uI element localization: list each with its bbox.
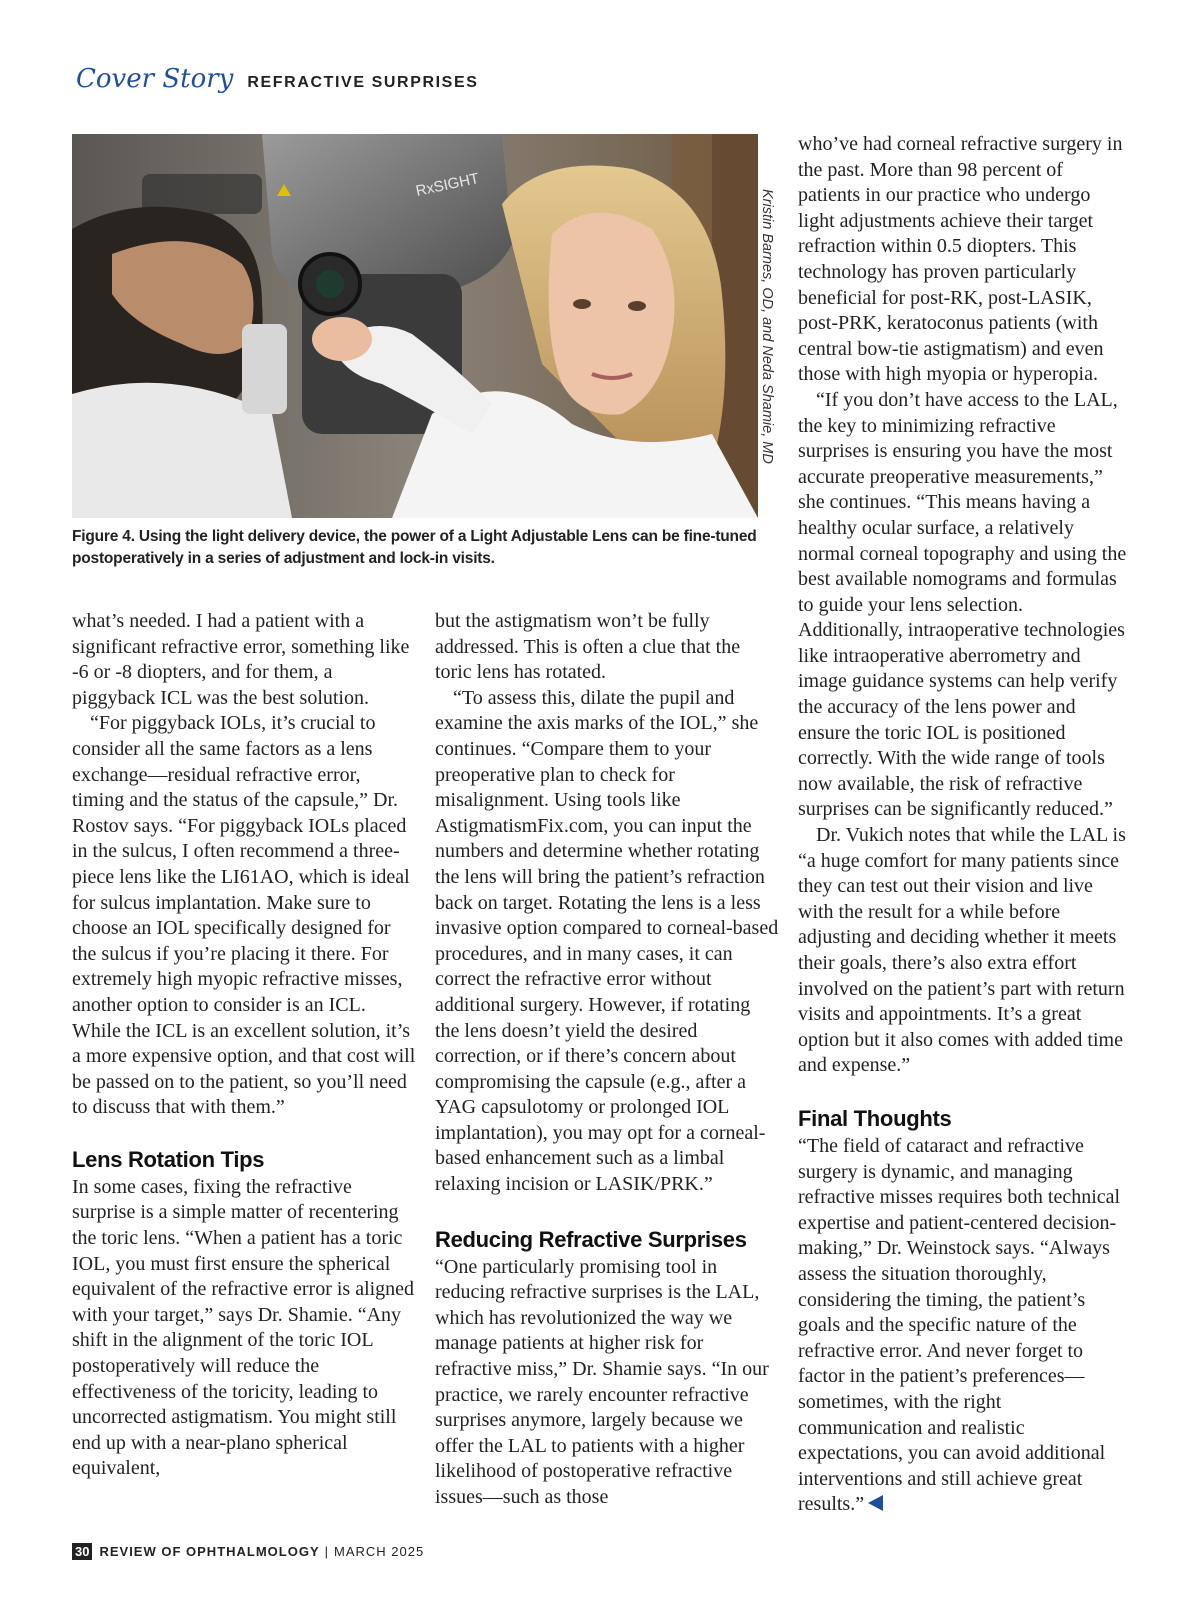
- paragraph: “For piggyback IOLs, it’s crucial to consider all the same factors as a lens exchange—residual refractive error, timing and the status of the capsule,” Dr. Rostov says. “For piggyback IOLs placed in the sulcus, I often recommend a three-piece lens like the LI61AO, which is ideal for sulcus implantation. Make sure to choose an IOL specifically designed for the sulcus if you’re placing it there. For extremely high myopic refractive misses, another option to consider is an ICL. While the ICL is an excellent solution, it’s a more expensive option, and that cost will be passed on to the patient, so you’ll need to discuss that with them.”: [72, 712, 416, 1119]
- running-header: [76, 64, 479, 100]
- paragraph: what’s needed. I had a patient with a significant refractive error, something like -6 or -8 diopters, and for them, a piggyback ICL was the best solution.: [72, 610, 410, 709]
- final-paragraph: [798, 1134, 1130, 1518]
- paragraph: “To assess this, dilate the pupil and examine the axis marks of the IOL,” she continues. “Compare them to your preoperative plan to check for misalignment. Using tools like AstigmatismFix.com, you can input the numbers and determine whether rotating the lens will bring the patient’s refraction back on target. Rotating the lens is a less invasive option compared to corneal-based procedures, and in many cases, it can correct the refractive error without additional surgery. However, if rotating the lens doesn’t yield the desired correction, or if there’s concern about compromising the capsule (e.g., after a YAG capsulotomy or prolonged IOL implantation), you may opt for a corneal-based enhancement such as a limbal relaxing incision or LASIK/PRK.”: [435, 686, 779, 1196]
- issue-date: MARCH 2025: [334, 1544, 425, 1559]
- section-label: Cover Story: [76, 64, 234, 94]
- section-heading-lens-rotation: Lens Rotation Tips: [72, 1146, 265, 1172]
- section-title: REFRACTIVE SURPRISES: [247, 74, 479, 91]
- page-number: 30: [72, 1543, 92, 1560]
- column-3: [798, 132, 1130, 1518]
- column-1: [72, 609, 416, 1482]
- figure-photo: [72, 134, 758, 518]
- publication-name: REVIEW OF OPHTHALMOLOGY: [99, 1544, 320, 1559]
- paragraph: In some cases, fixing the refractive surprise is a simple matter of recentering the toric lens. “When a patient has a toric IOL, you must first ensure the spherical equivalent of the refractive error is aligned with your target,” says Dr. Shamie. “Any shift in the alignment of the toric IOL postoperatively will reduce the effectiveness of the toricity, leading to uncorrected astigmatism. You might still end up with a near-plano spherical equivalent,: [72, 1175, 415, 1480]
- paragraph-text: “The field of cataract and refractive surgery is dynamic, and managing refractive misses requires both technical expertise and patient-centered decision-making,” Dr. Weinstock says. “Always assess the situation thoroughly, considering the timing, the patient’s goals and the specific nature of the refractive error. And never forget to factor in the patient’s preferences—sometimes, with the right communication and realistic expectations, you can avoid additional interventions and still achieve great results.”: [798, 1134, 1121, 1516]
- paragraph: who’ve had corneal refractive surgery in the past. More than 98 percent of patients in our practice who undergo light adjustments achieve their target refraction within 0.5 diopters. This technology has proven particularly beneficial for post-RK, post-LASIK, post-PRK, keratoconus patients (with central bow-tie astigmatism) and even those with high myopia or hyperopia.: [798, 133, 1123, 386]
- photo-credit: [752, 134, 782, 518]
- paragraph: Dr. Vukich notes that while the LAL is “a huge comfort for many patients since they can test out their vision and live with the result for a while before adjusting and deciding whether it meets their goals, there’s also extra effort involved on the patient’s part with return visits and appointments. It’s a great option but it also comes with added time and expense.”: [798, 824, 1126, 1077]
- column-2: [435, 609, 779, 1511]
- section-heading-reducing-surprises: Reducing Refractive Surprises: [435, 1226, 747, 1252]
- photo-credit-text: Kristin Barnes, OD, and Neda Shamie, MD: [759, 188, 775, 464]
- photo-illustration: [72, 134, 758, 518]
- footer-separator: |: [324, 1544, 330, 1559]
- device-label: RxSIGHT: [414, 169, 481, 200]
- end-of-article-icon: [868, 1495, 883, 1511]
- figure-caption: Figure 4. Using the light delivery device, the power of a Light Adjustable Lens can be fine-tuned postoperatively in a series of adjustment and lock-in visits.: [72, 528, 757, 567]
- paragraph: “One particularly promising tool in reducing refractive surprises is the LAL, which has revolutionized the way we manage patients at higher risk for refractive miss,” Dr. Shamie says. “In our practice, we rarely encounter refractive surprises anymore, largely because we offer the LAL to patients with a higher likelihood of postoperative refractive issues—such as those: [435, 1255, 769, 1508]
- page-footer: [72, 1543, 424, 1560]
- paragraph: “If you don’t have access to the LAL, the key to minimizing refractive surprises is ensuring you have the most accurate preoperative measurements,” she continues. “This means having a healthy ocular surface, a relatively normal corneal topography and using the best available nomograms and formulas to guide your lens selection. Additionally, intraoperative technologies like intraoperative aberrometry and image guidance systems can help verify the accuracy of the lens power and ensure the toric IOL is positioned correctly. With the wide range of tools now available, the risk of refractive surprises can be significantly reduced.”: [798, 388, 1127, 821]
- section-heading-final-thoughts: Final Thoughts: [798, 1105, 952, 1131]
- paragraph: but the astigmatism won’t be fully addressed. This is often a clue that the toric lens has rotated.: [435, 610, 741, 684]
